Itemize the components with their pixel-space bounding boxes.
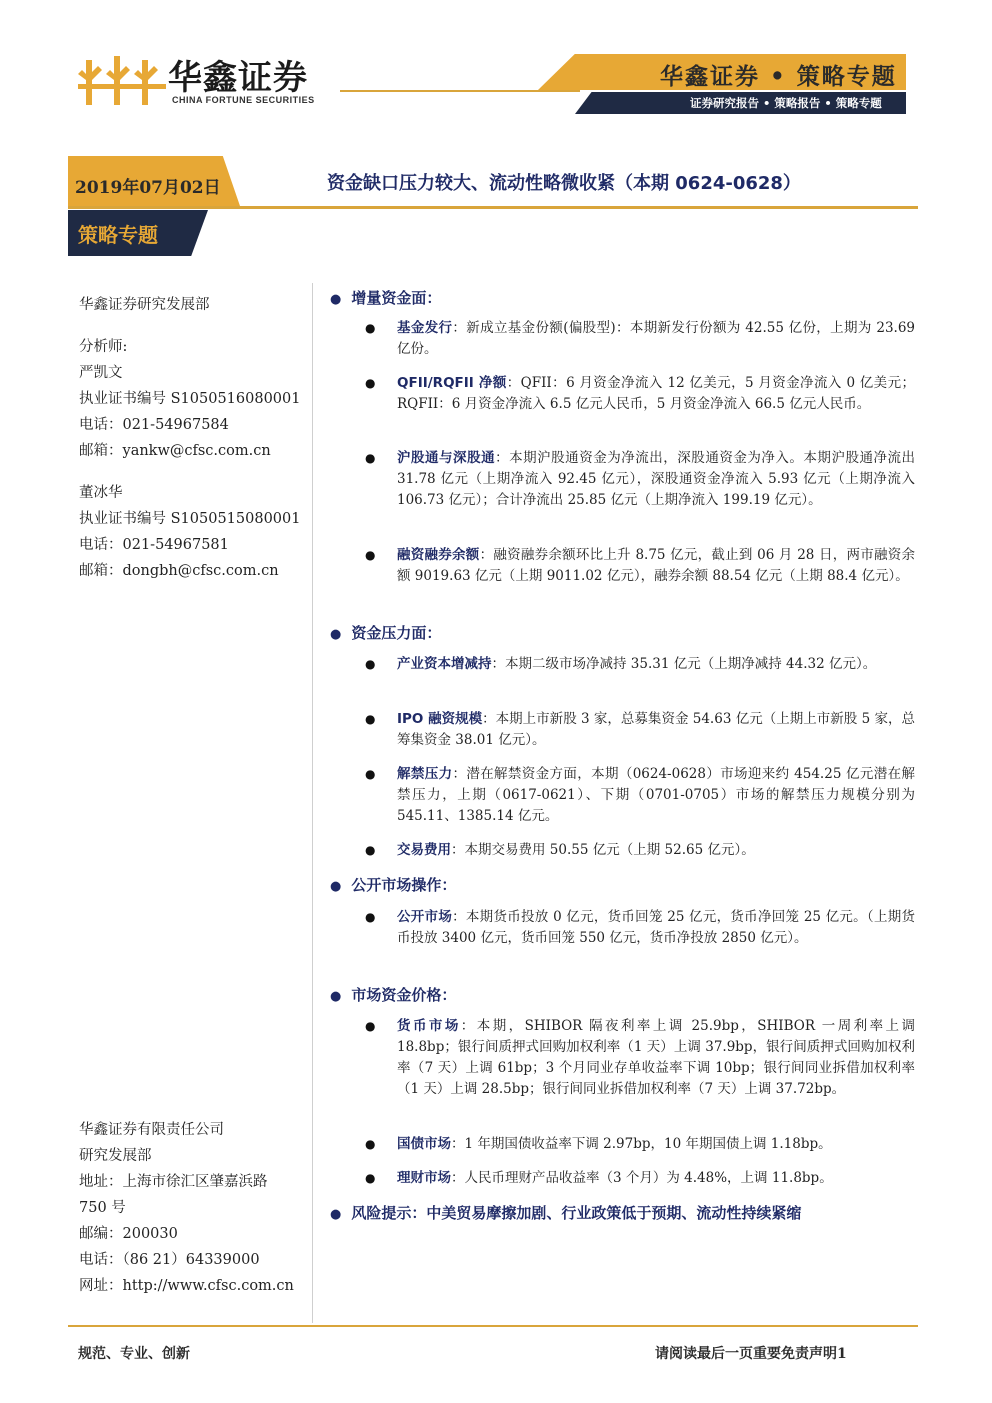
item-text: ：QFII：6 月资金净流入 12 亿美元，5 月资金净流入 0 亿美元；RQFII：6 月资金净流入 6.5 亿元人民币，5 月资金净流入 66.5 亿元人民币。	[397, 375, 916, 412]
analyst-cert: 执业证书编号 S1050515080001	[79, 511, 301, 527]
item-key: 理财市场	[397, 1170, 451, 1186]
section-heading: ● 公开市场操作：	[330, 876, 457, 894]
item-key: QFII/RQFII 净额	[397, 375, 507, 391]
item-text: ：融资融券余额环比上升 8.75 亿元，截止到 06 月 28 日，两市融资余额 9019.63 亿元（上期 9011.02 亿元），融券余额 88.54 亿元（上期 88.4 亿元）。	[397, 547, 915, 584]
item-text: ：本期二级市场净减持 35.31 亿元（上期净减持 44.32 亿元）。	[491, 656, 877, 672]
company-name: 华鑫证券有限责任公司	[79, 1122, 224, 1138]
item-key: 融资融券余额	[397, 547, 480, 563]
company-address-2: 750 号	[79, 1200, 126, 1216]
bullet-dot-icon: ●	[365, 712, 376, 726]
bullet-dot-icon: ●	[365, 910, 376, 924]
item-text: ：本期交易费用 50.55 亿元（上期 52.65 亿元）。	[451, 842, 755, 858]
analyst-phone: 电话：021-54967581	[79, 537, 229, 553]
bullet-dot-icon: ●	[330, 1207, 342, 1222]
logo-text-en: CHINA FORTUNE SECURITIES	[172, 95, 315, 105]
list-item	[365, 448, 915, 511]
list-item	[365, 1134, 915, 1155]
item-key: 公开市场	[397, 909, 453, 925]
list-item	[365, 318, 915, 360]
item-text: ：1 年期国债收益率下调 2.97bp，10 年期国债上调 1.18bp。	[451, 1136, 832, 1152]
list-item	[365, 1168, 915, 1189]
header-subbanner-text: 证券研究报告 • 策略报告 • 策略专题	[690, 96, 882, 110]
bullet-dot-icon: ●	[365, 1171, 376, 1185]
analyst-block	[79, 292, 319, 584]
list-item	[365, 1016, 915, 1100]
item-text: ：本期沪股通资金为净流出，深股通资金为净入。本期沪股通净流出 31.78 亿元（上期净流入 92.45 亿元），深股通资金净流入 5.93 亿元（上期净流入 106.73 亿元）；合计净流出 25.85 亿元（上期净流入 199.19 亿元）。	[397, 450, 916, 508]
bullet-dot-icon: ●	[365, 451, 376, 465]
list-item	[365, 373, 915, 415]
item-key: 国债市场	[397, 1136, 451, 1152]
header-banner-title: 华鑫证券 • 策略专题	[660, 63, 897, 90]
section-heading: ● 资金压力面：	[330, 624, 442, 642]
bullet-dot-icon: ●	[330, 989, 342, 1004]
item-text: ：本期货币投放 0 亿元，货币回笼 25 亿元，货币净回笼 25 亿元。（上期货币投放 3400 亿元，货币回笼 550 亿元，货币净投放 2850 亿元）。	[397, 909, 916, 946]
list-item	[365, 709, 915, 751]
company-postcode: 邮编：200030	[79, 1226, 178, 1242]
analyst-cert: 执业证书编号 S1050516080001	[79, 391, 301, 407]
section-heading: ● 市场资金价格：	[330, 986, 457, 1004]
risk-warning	[330, 1202, 801, 1223]
analyst-email: 邮箱：yankw@cfsc.com.cn	[79, 443, 271, 459]
footer-slogan: 规范、专业、创新	[78, 1346, 190, 1362]
company-dept: 研究发展部	[79, 1148, 152, 1164]
title-rule	[68, 206, 918, 209]
bullet-dot-icon: ●	[365, 1019, 376, 1033]
list-item	[365, 840, 915, 861]
footer-disclaimer	[655, 1343, 847, 1363]
list-item	[365, 654, 915, 675]
analyst-label: 分析师:	[79, 339, 128, 355]
list-item	[365, 545, 915, 587]
bullet-dot-icon: ●	[365, 657, 376, 671]
bullet-dot-icon: ●	[330, 292, 342, 307]
item-key: 基金发行	[397, 320, 453, 336]
item-text: ：新成立基金份额(偏股型)：本期新发行份额为 42.55 亿份，上期为 23.69 亿份。	[397, 320, 915, 357]
company-logo-icon	[78, 50, 168, 110]
company-address: 地址：上海市徐汇区肇嘉浜路	[79, 1174, 268, 1190]
item-text: ：本期上市新股 3 家，总募集资金 54.63 亿元（上期上市新股 5 家，总筹集资金 38.01 亿元）。	[397, 711, 915, 748]
item-key: 交易费用	[397, 842, 451, 858]
item-text: ：本期，SHIBOR 隔夜利率上调 25.9bp，SHIBOR 一周利率上调 18.8bp；银行间质押式回购加权利率（1 天）上调 37.9bp，银行间质押式回购加权利率（7 天）上调 61bp；3 个月同业存单收益率下调 10bp；银行间同业拆借加权利率（1 天）上调 28.5bp；银行间同业拆借加权利率（7 天）上调 37.72bp。	[397, 1018, 915, 1097]
bullet-dot-icon: ●	[365, 767, 376, 781]
column-divider	[312, 283, 313, 1323]
bullet-dot-icon: ●	[365, 321, 376, 335]
bullet-dot-icon: ●	[365, 843, 376, 857]
item-key: 产业资本增减持	[397, 656, 492, 672]
company-info	[79, 1117, 319, 1299]
item-key: 货币市场	[397, 1018, 461, 1034]
bullet-dot-icon: ●	[330, 627, 342, 642]
item-text: ：潜在解禁资金方面，本期（0624-0628）市场迎来约 454.25 亿元潜在解禁压力，上期（0617-0621）、下期（0701-0705）市场的解禁压力规模分别为 545.11、1385.14 亿元。	[397, 766, 916, 824]
list-item	[365, 907, 915, 949]
analyst-phone: 电话：021-54967584	[79, 417, 229, 433]
report-title: 资金缺口压力较大、流动性略微收紧（本期 0624-0628）	[327, 173, 801, 194]
header-rule	[340, 90, 580, 92]
research-dept: 华鑫证券研究发展部	[79, 297, 210, 313]
item-text: ：人民币理财产品收益率（3 个月）为 4.48%，上调 11.8bp。	[451, 1170, 833, 1186]
footer-rule	[68, 1325, 918, 1327]
analyst-name: 严凯文	[79, 365, 123, 381]
item-key: 沪股通与深股通	[397, 450, 496, 466]
logo-text-cn: 华鑫证券	[168, 58, 308, 98]
bullet-dot-icon: ●	[365, 1137, 376, 1151]
item-key: IPO 融资规模	[397, 711, 483, 727]
risk-text: 中美贸易摩擦加剧、行业政策低于预期、流动性持续紧缩	[426, 1204, 802, 1222]
section-heading: ● 增量资金面：	[330, 289, 442, 307]
analyst-name: 董冰华	[79, 485, 123, 501]
footer-disclaimer-text: 请阅读最后一页重要免责声明	[655, 1346, 837, 1362]
item-key: 解禁压力	[397, 766, 453, 782]
bullet-dot-icon: ●	[365, 376, 376, 390]
report-category: 策略专题	[78, 223, 158, 247]
analyst-email: 邮箱：dongbh@cfsc.com.cn	[79, 563, 279, 579]
risk-label: 风险提示：	[351, 1204, 427, 1222]
list-item	[365, 764, 915, 827]
company-phone: 电话：（86 21）64339000	[79, 1252, 260, 1268]
bullet-dot-icon: ●	[330, 879, 342, 894]
bullet-dot-icon: ●	[365, 548, 376, 562]
report-date: 2019年07月02日	[75, 178, 221, 198]
company-website: 网址：http://www.cfsc.com.cn	[79, 1278, 294, 1294]
page-number: 1	[837, 1346, 847, 1362]
